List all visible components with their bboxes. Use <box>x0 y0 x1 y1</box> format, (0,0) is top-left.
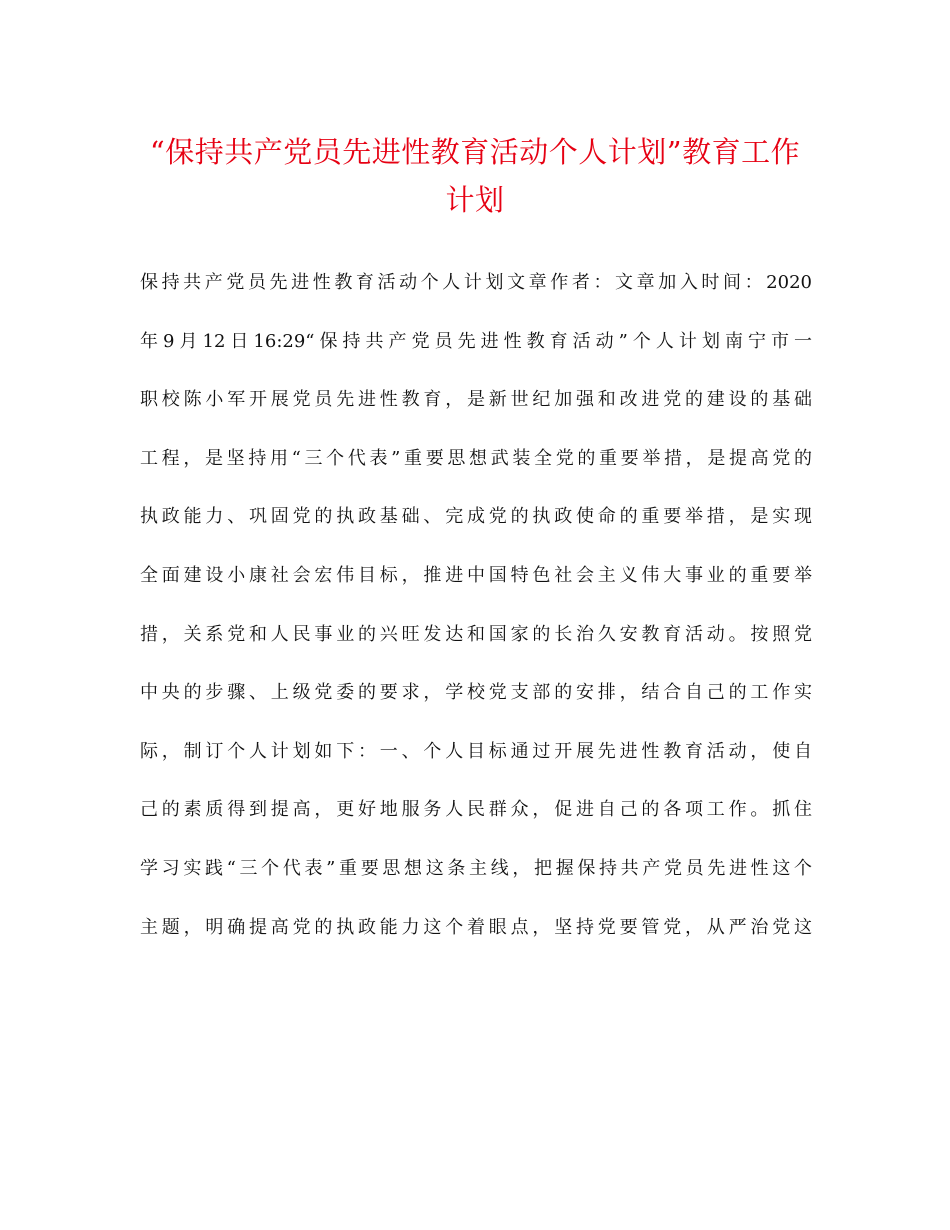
body-line: 措，关系党和人民事业的兴旺发达和国家的长治久安教育活动。按照党 <box>140 623 812 645</box>
body-line: 工程，是坚持用“三个代表”重要思想武装全党的重要举措，是提高党的 <box>140 447 812 469</box>
body-line: 全面建设小康社会宏伟目标，推进中国特色社会主义伟大事业的重要举 <box>140 564 812 586</box>
document-body <box>140 262 812 965</box>
body-line: 际，制订个人计划如下：一、个人目标通过开展先进性教育活动，使自 <box>140 740 812 762</box>
body-line: 执政能力、巩固党的执政基础、完成党的执政使命的重要举措，是实现 <box>140 506 812 528</box>
body-line: 学习实践“三个代表”重要思想这条主线，把握保持共产党员先进性这个 <box>140 857 812 879</box>
body-line: 中央的步骤、上级党委的要求，学校党支部的安排，结合自己的工作实 <box>140 682 812 704</box>
body-line: 职校陈小军开展党员先进性教育，是新世纪加强和改进党的建设的基础 <box>140 389 812 411</box>
document-title: “保持共产党员先进性教育活动个人计划”教育工作计划 <box>149 135 801 217</box>
body-line: 主题，明确提高党的执政能力这个着眼点，坚持党要管党，从严治党这 <box>140 916 812 938</box>
body-line: 年9月12日16:29“保持共产党员先进性教育活动”个人计划南宁市一 <box>140 330 812 352</box>
body-line: 己的素质得到提高，更好地服务人民群众，促进自己的各项工作。抓住 <box>140 799 812 821</box>
body-line: 保持共产党员先进性教育活动个人计划文章作者：文章加入时间：2020 <box>140 272 812 293</box>
